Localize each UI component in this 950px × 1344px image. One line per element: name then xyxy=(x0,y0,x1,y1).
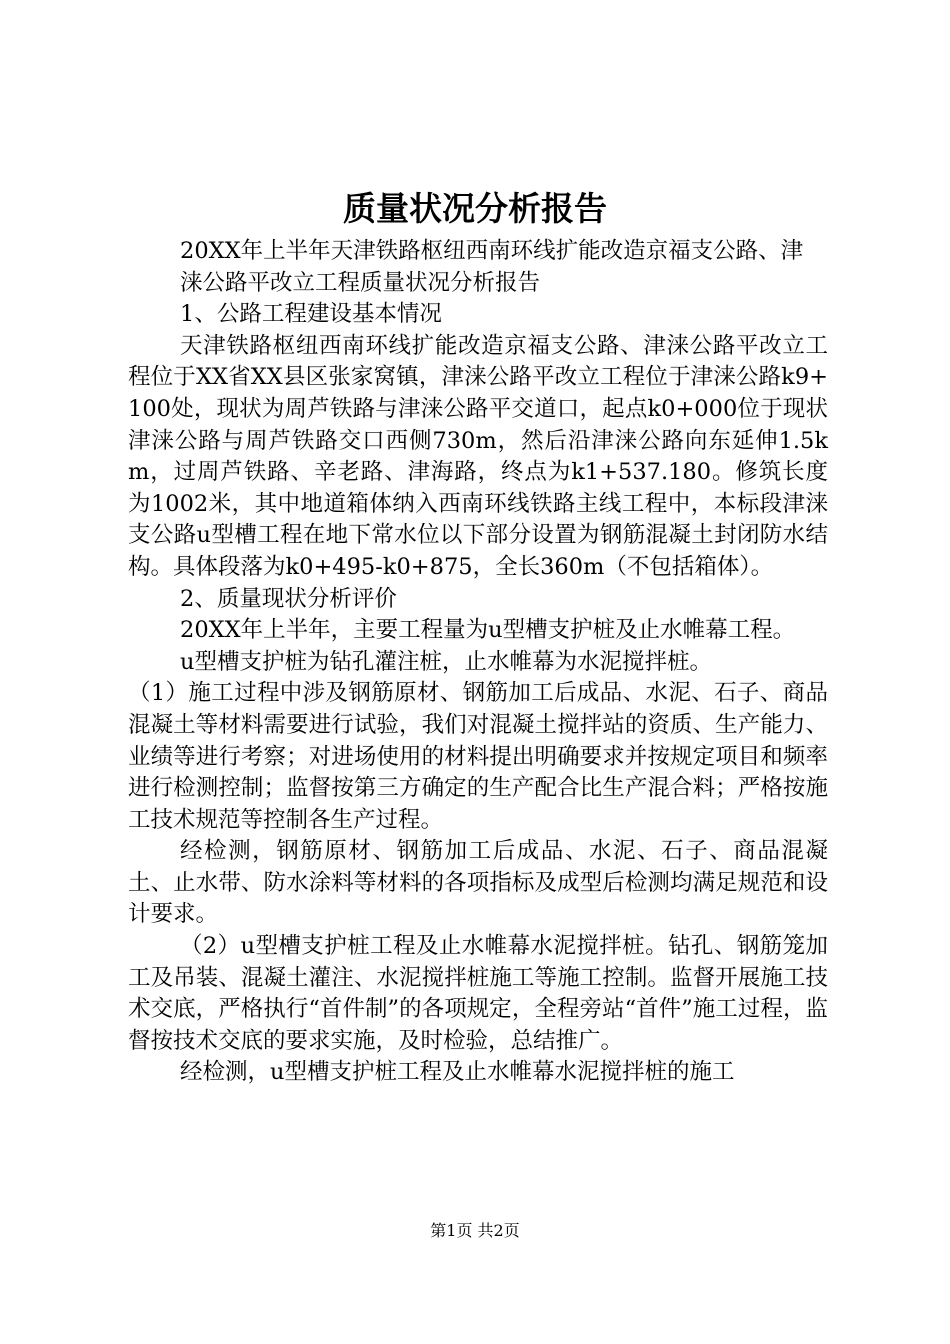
section-heading-2: 2、质量现状分析评价 xyxy=(180,585,397,612)
document-body xyxy=(128,236,828,1089)
paragraph-intro-line-1: 20XX年上半年天津铁路枢纽西南环线扩能改造京福支公路、津 xyxy=(180,238,804,264)
paragraph-test-result-1: 经检测，钢筋原材、钢筋加工后成品、水泥、石子、商品混凝土、止水带、防水涂料等材料的各项指标及成型后检测均满足规范和设计要求。 xyxy=(128,838,828,928)
paragraph-pile-types: u型槽支护桩为钻孔灌注桩，止水帷幕为水泥搅拌桩。 xyxy=(180,648,712,675)
paragraph-main-works: 20XX年上半年，主要工程量为u型槽支护桩及止水帷幕工程。 xyxy=(180,617,796,644)
paragraph-project-overview: 天津铁路枢纽西南环线扩能改造京福支公路、津涞公路平改立工程位于XX省XX县区张家窝镇，津涞公路平改立工程位于津涞公路k9+100处，现状为周芦铁路与津涞公路平交道口，起点k0+000位于现状津涞公路与周芦铁路交口西侧730m，然后沿津涞公路向东延伸1.5km，过周芦铁路、辛老路、津海路，终点为k1+537.180。修筑长度为1002米，其中地道箱体纳入西南环线铁路主线工程中，本标段津涞支公路u型槽工程在地下常水位以下部分设置为钢筋混凝土封闭防水结构。具体段落为k0+495-k0+875，全长360m（不包括箱体）。 xyxy=(128,332,828,580)
page-footer: 第1页 共2页 xyxy=(430,1221,520,1240)
paragraph-test-result-2: 经检测，u型槽支护桩工程及止水帷幕水泥搅拌桩的施工 xyxy=(180,1059,735,1086)
document-title: 质量状况分析报告 xyxy=(343,189,607,228)
paragraph-item-2: （2）u型槽支护桩工程及止水帷幕水泥搅拌桩。钻孔、钢筋笼加工及吊装、混凝土灌注、水泥搅拌桩施工等施工控制。监督开展施工技术交底，严格执行“首件制”的各项规定，全程旁站“首件”施工过程，监督按技术交底的要求实施，及时检验，总结推广。 xyxy=(128,933,828,1054)
paragraph-intro-line-2: 涞公路平改立工程质量状况分析报告 xyxy=(180,269,541,296)
section-heading-1: 1、公路工程建设基本情况 xyxy=(180,301,442,328)
paragraph-item-1: （1）施工过程中涉及钢筋原材、钢筋加工后成品、水泥、石子、商品混凝土等材料需要进行试验，我们对混凝土搅拌站的资质、生产能力、业绩等进行考察；对进场使用的材料提出明确要求并按规定项目和频率进行检测控制；监督按第三方确定的生产配合比生产混合料；严格按施工技术规范等控制各生产过程。 xyxy=(128,680,828,833)
